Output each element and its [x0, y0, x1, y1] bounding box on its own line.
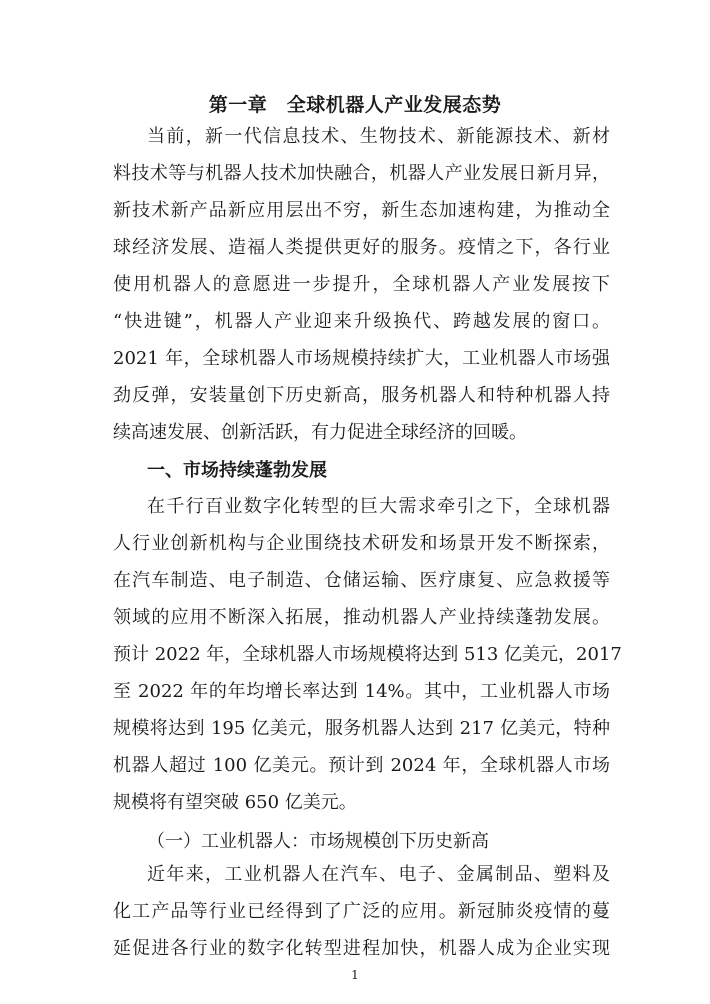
chapter-title: 第一章 全球机器人产业发展态势 — [208, 94, 502, 116]
paragraph-line: 人行业创新机构与企业围绕技术研发和场景开发不断探索， — [113, 533, 610, 554]
paragraph-line: 2021 年，全球机器人市场规模持续扩大，工业机器人市场强 — [113, 348, 610, 369]
paragraph-line: 当前，新一代信息技术、生物技术、新能源技术、新材 — [147, 126, 610, 147]
section-heading: 一、市场持续蓬勃发展 — [147, 460, 327, 481]
paragraph-line: 预计 2022 年，全球机器人市场规模将达到 513 亿美元，2017 — [113, 644, 622, 665]
paragraph-line: 新技术新产品新应用层出不穷，新生态加速构建，为推动全 — [113, 200, 610, 221]
paragraph-line: 至 2022 年的年均增长率达到 14%。其中，工业机器人市场 — [113, 681, 610, 702]
paragraph-line: 使用机器人的意愿进一步提升，全球机器人产业发展按下 — [113, 274, 610, 295]
paragraph-line: 近年来，工业机器人在汽车、电子、金属制品、塑料及 — [147, 864, 610, 885]
paragraph-line: 续高速发展、创新活跃，有力促进全球经济的回暖。 — [113, 422, 527, 443]
paragraph-line: 在千行百业数字化转型的巨大需求牵引之下，全球机器 — [147, 496, 610, 517]
paragraph-line: 料技术等与机器人技术加快融合，机器人产业发展日新月异， — [113, 163, 610, 184]
subsection-heading: （一）工业机器人：市场规模创下历史新高 — [147, 831, 489, 852]
page-number: 1 — [351, 968, 359, 982]
paragraph-line: 延促进各行业的数字化转型进程加快，机器人成为企业实现 — [113, 938, 610, 959]
paragraph-line: “快进键”，机器人产业迎来升级换代、跨越发展的窗口。 — [113, 311, 610, 332]
paragraph-line: 在汽车制造、电子制造、仓储运输、医疗康复、应急救援等 — [113, 570, 610, 591]
paragraph-line: 规模将有望突破 650 亿美元。 — [113, 792, 357, 813]
paragraph-line: 球经济发展、造福人类提供更好的服务。疫情之下，各行业 — [113, 237, 610, 258]
paragraph-line: 机器人超过 100 亿美元。预计到 2024 年，全球机器人市场 — [113, 755, 610, 776]
paragraph-line: 化工产品等行业已经得到了广泛的应用。新冠肺炎疫情的蔓 — [113, 901, 610, 922]
paragraph-line: 劲反弹，安装量创下历史新高，服务机器人和特种机器人持 — [113, 385, 610, 406]
paragraph-line: 规模将达到 195 亿美元，服务机器人达到 217 亿美元，特种 — [113, 718, 610, 739]
paragraph-line: 领域的应用不断深入拓展，推动机器人产业持续蓬勃发展。 — [113, 607, 610, 628]
